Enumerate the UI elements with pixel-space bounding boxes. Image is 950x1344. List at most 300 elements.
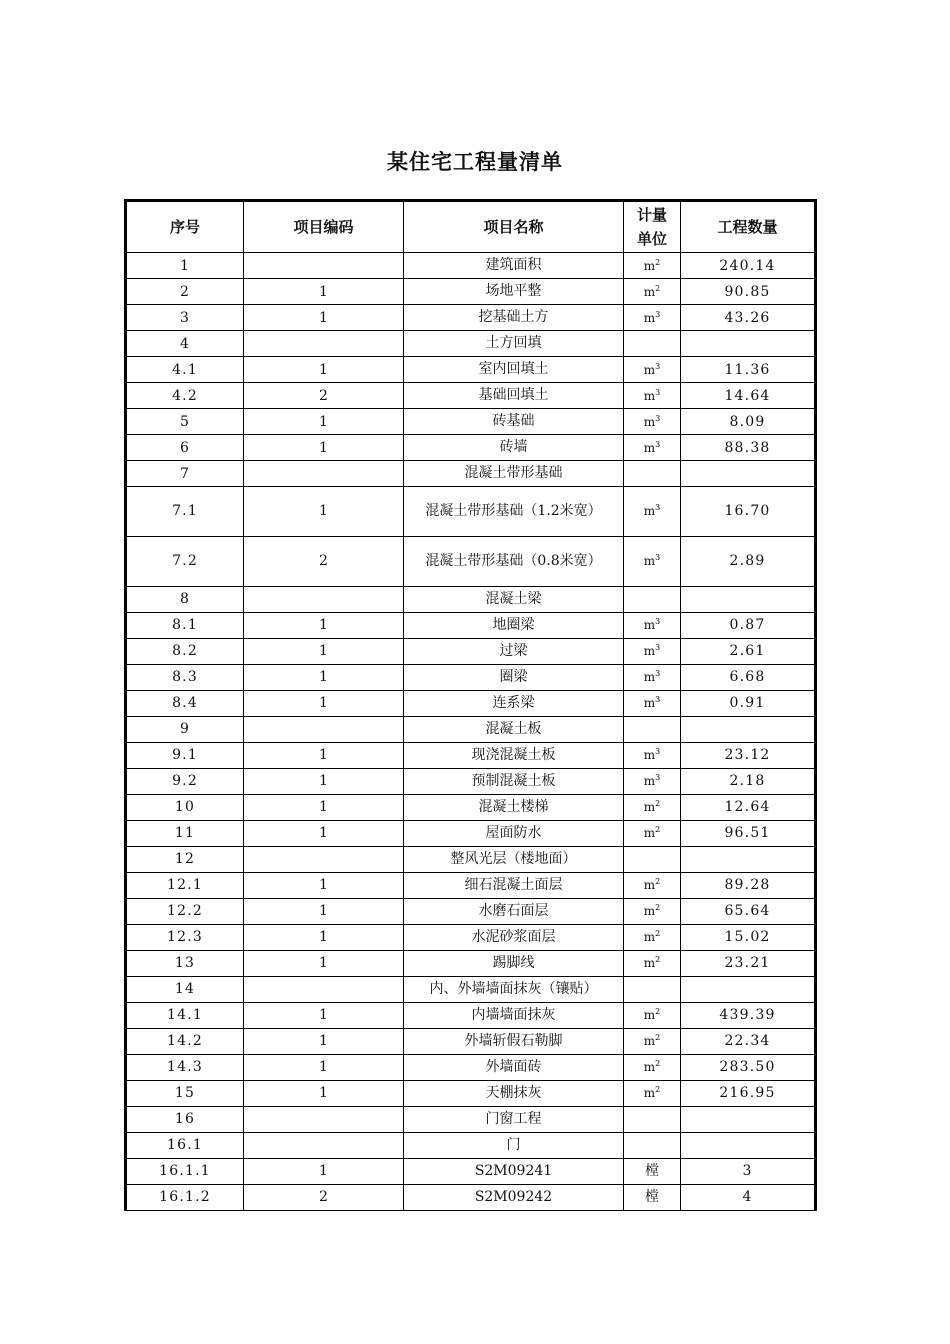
cell-unit xyxy=(624,898,681,924)
cell-name xyxy=(404,1106,624,1132)
cell-name xyxy=(404,1002,624,1028)
table-row xyxy=(126,305,816,331)
table-row xyxy=(126,461,816,487)
cell-qty: 12.64 xyxy=(681,794,816,820)
cell-unit-exponent: 2 xyxy=(655,825,661,835)
cell-name-text: 水磨石面层 xyxy=(478,902,549,919)
table-row xyxy=(126,331,816,357)
cell-name-text: 外墙斩假石勒脚 xyxy=(464,1032,563,1049)
cell-name-text: 门窗工程 xyxy=(485,1110,542,1127)
cell-name-text: 基础回填土 xyxy=(478,387,549,403)
table-row xyxy=(126,950,816,976)
cell-code: 1 xyxy=(244,768,404,794)
cell-name-text: 混凝土带形基础（1.2米宽） xyxy=(425,502,602,519)
cell-code: 1 xyxy=(244,690,404,716)
cell-unit xyxy=(624,279,681,305)
cell-name-text: 砖墙 xyxy=(499,439,528,455)
cell-code: 2 xyxy=(244,383,404,409)
cell-unit-text: m xyxy=(643,440,656,455)
cell-unit-text: m xyxy=(643,388,656,403)
cell-qty: 23.12 xyxy=(681,742,816,768)
cell-unit-exponent: 2 xyxy=(655,1007,661,1017)
cell-unit xyxy=(624,846,681,872)
cell-unit-text: m xyxy=(643,1008,656,1023)
cell-unit-exponent: 2 xyxy=(655,877,661,887)
cell-seq: 7.2 xyxy=(126,536,244,586)
cell-qty: 16.70 xyxy=(681,487,816,537)
cell-unit xyxy=(624,383,681,409)
cell-name xyxy=(404,846,624,872)
cell-unit-exponent: 3 xyxy=(655,643,661,653)
cell-unit xyxy=(624,357,681,383)
cell-name xyxy=(404,586,624,612)
header-unit-line2: 单位 xyxy=(636,230,667,248)
cell-seq: 5 xyxy=(126,409,244,435)
cell-name-text: 外墙面砖 xyxy=(485,1058,542,1075)
cell-unit xyxy=(624,1158,681,1184)
cell-code: 2 xyxy=(244,536,404,586)
cell-name-text: 过梁 xyxy=(499,642,528,659)
cell-unit xyxy=(624,950,681,976)
table-row xyxy=(126,1002,816,1028)
table-row xyxy=(126,976,816,1002)
cell-unit xyxy=(624,1054,681,1080)
cell-seq: 8.2 xyxy=(126,638,244,664)
cell-unit-text: m xyxy=(643,414,656,429)
cell-seq: 12.1 xyxy=(126,872,244,898)
cell-qty: 89.28 xyxy=(681,872,816,898)
cell-unit xyxy=(624,690,681,716)
cell-name xyxy=(404,976,624,1002)
cell-unit-text: 樘 xyxy=(645,1189,659,1206)
cell-seq: 3 xyxy=(126,305,244,331)
cell-name xyxy=(404,742,624,768)
cell-qty: 43.26 xyxy=(681,305,816,331)
table-row xyxy=(126,1106,816,1132)
cell-unit-text: m xyxy=(643,618,656,633)
cell-unit-exponent: 2 xyxy=(655,955,661,965)
cell-name xyxy=(404,638,624,664)
cell-name xyxy=(404,536,624,586)
cell-code xyxy=(244,253,404,279)
cell-unit-text: m xyxy=(643,1060,656,1075)
cell-code xyxy=(244,1132,404,1158)
cell-name xyxy=(404,357,624,383)
cell-code: 1 xyxy=(244,950,404,976)
cell-seq: 12.2 xyxy=(126,898,244,924)
cell-unit-text: m xyxy=(643,1086,656,1101)
cell-name-text: 门 xyxy=(506,1136,521,1153)
cell-unit-text: m xyxy=(643,774,656,789)
table-row xyxy=(126,409,816,435)
cell-unit-exponent: 3 xyxy=(655,309,661,319)
cell-name-text: 室内回填土 xyxy=(478,361,549,377)
cell-name xyxy=(404,612,624,638)
cell-seq: 9.2 xyxy=(126,768,244,794)
cell-name-text: 连系梁 xyxy=(492,694,535,711)
table-row xyxy=(126,872,816,898)
cell-unit-exponent: 2 xyxy=(655,929,661,939)
cell-seq: 16.1.2 xyxy=(126,1184,244,1210)
table-body xyxy=(126,253,816,1211)
cell-seq: 1 xyxy=(126,253,244,279)
table-row xyxy=(126,487,816,537)
cell-name-text: 现浇混凝土板 xyxy=(471,746,556,763)
cell-seq: 7.1 xyxy=(126,487,244,537)
cell-name-text: 混凝土带形基础（0.8米宽） xyxy=(425,552,602,569)
cell-unit xyxy=(624,1184,681,1210)
cell-unit-exponent: 3 xyxy=(655,773,661,783)
cell-unit-text: m xyxy=(643,258,656,273)
table-row xyxy=(126,820,816,846)
cell-unit-text: m xyxy=(643,930,656,945)
table-row xyxy=(126,357,816,383)
cell-qty: 240.14 xyxy=(681,253,816,279)
cell-code: 1 xyxy=(244,487,404,537)
table-row xyxy=(126,742,816,768)
cell-unit-exponent: 3 xyxy=(655,361,661,371)
cell-name xyxy=(404,872,624,898)
cell-code: 1 xyxy=(244,1054,404,1080)
cell-unit-exponent: 2 xyxy=(655,799,661,809)
cell-seq: 14.2 xyxy=(126,1028,244,1054)
cell-seq: 4 xyxy=(126,331,244,357)
cell-seq: 4.2 xyxy=(126,383,244,409)
cell-code xyxy=(244,461,404,487)
cell-unit-exponent: 2 xyxy=(655,1033,661,1043)
cell-seq: 8.1 xyxy=(126,612,244,638)
cell-qty: 22.34 xyxy=(681,1028,816,1054)
cell-unit xyxy=(624,461,681,487)
cell-seq: 11 xyxy=(126,820,244,846)
cell-seq: 15 xyxy=(126,1080,244,1106)
cell-qty xyxy=(681,1132,816,1158)
cell-unit xyxy=(624,586,681,612)
cell-code xyxy=(244,1106,404,1132)
cell-unit-text: m xyxy=(643,644,656,659)
cell-unit-text: m xyxy=(643,878,656,893)
cell-qty xyxy=(681,846,816,872)
cell-code: 1 xyxy=(244,1028,404,1054)
cell-name-text: 地圈梁 xyxy=(492,616,535,633)
cell-name xyxy=(404,716,624,742)
cell-name-text: 挖基础土方 xyxy=(478,309,549,325)
cell-qty xyxy=(681,976,816,1002)
cell-unit-exponent: 3 xyxy=(655,439,661,449)
cell-code: 1 xyxy=(244,794,404,820)
cell-seq: 14.1 xyxy=(126,1002,244,1028)
cell-unit-exponent: 3 xyxy=(655,669,661,679)
cell-code: 1 xyxy=(244,1002,404,1028)
cell-name xyxy=(404,768,624,794)
cell-unit xyxy=(624,976,681,1002)
table-row xyxy=(126,768,816,794)
cell-code: 1 xyxy=(244,305,404,331)
table-row xyxy=(126,898,816,924)
cell-name xyxy=(404,487,624,537)
table-row xyxy=(126,1158,816,1184)
cell-qty: 0.87 xyxy=(681,612,816,638)
cell-qty: 96.51 xyxy=(681,820,816,846)
cell-unit-text: m xyxy=(643,554,656,569)
cell-name-text: 踢脚线 xyxy=(492,954,535,971)
cell-qty: 2.18 xyxy=(681,768,816,794)
cell-unit-exponent: 2 xyxy=(655,1059,661,1069)
cell-qty: 2.89 xyxy=(681,536,816,586)
cell-unit xyxy=(624,768,681,794)
cell-code: 1 xyxy=(244,1080,404,1106)
cell-unit xyxy=(624,820,681,846)
cell-name xyxy=(404,924,624,950)
cell-name xyxy=(404,253,624,279)
cell-code: 1 xyxy=(244,409,404,435)
cell-name xyxy=(404,1184,624,1210)
cell-unit-exponent: 2 xyxy=(655,283,661,293)
cell-code xyxy=(244,331,404,357)
cell-name-text: 混凝土梁 xyxy=(485,590,542,607)
cell-unit-text: m xyxy=(643,284,656,299)
table-row xyxy=(126,279,816,305)
cell-code xyxy=(244,976,404,1002)
cell-seq: 8 xyxy=(126,586,244,612)
cell-qty: 216.95 xyxy=(681,1080,816,1106)
cell-name-text: 砖基础 xyxy=(492,413,535,429)
cell-unit xyxy=(624,1106,681,1132)
cell-seq: 8.3 xyxy=(126,664,244,690)
cell-code: 1 xyxy=(244,435,404,461)
header-qty: 工程数量 xyxy=(681,201,816,253)
cell-unit-exponent: 2 xyxy=(655,903,661,913)
cell-name xyxy=(404,461,624,487)
cell-unit-exponent: 2 xyxy=(655,1085,661,1095)
cell-qty: 6.68 xyxy=(681,664,816,690)
cell-name-text: 预制混凝土板 xyxy=(471,772,556,789)
cell-qty xyxy=(681,586,816,612)
cell-seq: 10 xyxy=(126,794,244,820)
cell-seq: 16 xyxy=(126,1106,244,1132)
cell-qty: 23.21 xyxy=(681,950,816,976)
cell-unit-exponent: 2 xyxy=(655,257,661,267)
cell-name xyxy=(404,664,624,690)
cell-name-text: 土方回填 xyxy=(485,335,542,351)
cell-code xyxy=(244,586,404,612)
cell-unit xyxy=(624,716,681,742)
cell-unit-text: 樘 xyxy=(645,1163,659,1180)
cell-name xyxy=(404,1028,624,1054)
cell-unit-text: m xyxy=(643,748,656,763)
cell-unit-text: m xyxy=(643,826,656,841)
table-row xyxy=(126,690,816,716)
cell-name xyxy=(404,1054,624,1080)
cell-qty: 65.64 xyxy=(681,898,816,924)
cell-unit xyxy=(624,536,681,586)
cell-unit-text: m xyxy=(643,670,656,685)
cell-seq: 14.3 xyxy=(126,1054,244,1080)
cell-code: 1 xyxy=(244,898,404,924)
cell-unit-text: m xyxy=(643,310,656,325)
cell-unit-exponent: 3 xyxy=(655,695,661,705)
cell-qty: 90.85 xyxy=(681,279,816,305)
cell-name-text: 圈梁 xyxy=(499,668,528,685)
cell-unit-exponent: 3 xyxy=(655,387,661,397)
cell-unit-exponent: 3 xyxy=(655,413,661,423)
cell-name xyxy=(404,898,624,924)
cell-qty: 283.50 xyxy=(681,1054,816,1080)
cell-unit xyxy=(624,1002,681,1028)
cell-name xyxy=(404,279,624,305)
page-title: 某住宅工程量清单 xyxy=(387,150,563,174)
cell-unit-exponent: 3 xyxy=(655,617,661,627)
table-row xyxy=(126,846,816,872)
table-row xyxy=(126,664,816,690)
cell-qty: 11.36 xyxy=(681,357,816,383)
cell-unit xyxy=(624,872,681,898)
table-row xyxy=(126,383,816,409)
cell-unit-text: m xyxy=(643,1034,656,1049)
cell-seq: 9 xyxy=(126,716,244,742)
table-row xyxy=(126,253,816,279)
cell-unit-exponent: 3 xyxy=(655,747,661,757)
cell-seq: 6 xyxy=(126,435,244,461)
cell-name xyxy=(404,331,624,357)
cell-name-text: 内、外墙墙面抹灰（镶贴） xyxy=(429,980,598,997)
cell-unit-text: m xyxy=(643,504,656,519)
cell-unit-text: m xyxy=(643,362,656,377)
cell-qty: 3 xyxy=(681,1158,816,1184)
cell-code xyxy=(244,716,404,742)
cell-seq: 14 xyxy=(126,976,244,1002)
cell-qty: 0.91 xyxy=(681,690,816,716)
cell-code: 1 xyxy=(244,742,404,768)
table-row xyxy=(126,1132,816,1158)
table-row xyxy=(126,1054,816,1080)
table-row xyxy=(126,924,816,950)
table-row xyxy=(126,1080,816,1106)
cell-name xyxy=(404,383,624,409)
cell-code: 1 xyxy=(244,279,404,305)
cell-name-text: 场地平整 xyxy=(485,283,542,299)
cell-seq: 16.1.1 xyxy=(126,1158,244,1184)
cell-unit xyxy=(624,409,681,435)
table-row xyxy=(126,1028,816,1054)
cell-code: 1 xyxy=(244,638,404,664)
cell-qty xyxy=(681,1106,816,1132)
cell-seq: 13 xyxy=(126,950,244,976)
cell-name-text: 混凝土带形基础 xyxy=(464,465,563,481)
cell-code: 1 xyxy=(244,357,404,383)
cell-name-text: 天棚抹灰 xyxy=(485,1084,542,1101)
cell-seq: 16.1 xyxy=(126,1132,244,1158)
cell-unit-text: m xyxy=(643,956,656,971)
table-row xyxy=(126,586,816,612)
table-row xyxy=(126,1184,816,1210)
cell-name xyxy=(404,435,624,461)
cell-unit-text: m xyxy=(643,904,656,919)
cell-qty: 4 xyxy=(681,1184,816,1210)
cell-name-text: S2M09241 xyxy=(474,1162,553,1179)
cell-name xyxy=(404,794,624,820)
cell-unit xyxy=(624,1132,681,1158)
cell-seq: 12 xyxy=(126,846,244,872)
table-row xyxy=(126,612,816,638)
cell-name-text: 建筑面积 xyxy=(485,257,542,273)
cell-name-text: 屋面防水 xyxy=(485,824,542,841)
cell-unit-exponent: 3 xyxy=(655,553,661,563)
cell-qty: 439.39 xyxy=(681,1002,816,1028)
cell-unit xyxy=(624,664,681,690)
cell-name xyxy=(404,305,624,331)
header-unit-line1: 计量 xyxy=(636,206,667,224)
header-unit xyxy=(624,201,681,253)
cell-name xyxy=(404,409,624,435)
cell-unit xyxy=(624,1080,681,1106)
cell-unit xyxy=(624,435,681,461)
cell-unit xyxy=(624,794,681,820)
bill-of-quantities-table xyxy=(124,199,817,1211)
cell-qty: 14.64 xyxy=(681,383,816,409)
cell-qty: 2.61 xyxy=(681,638,816,664)
header-row xyxy=(126,201,816,253)
cell-seq: 2 xyxy=(126,279,244,305)
header-name: 项目名称 xyxy=(404,201,624,253)
cell-name-text: 整风光层（楼地面） xyxy=(450,850,577,867)
cell-unit xyxy=(624,331,681,357)
cell-qty xyxy=(681,716,816,742)
cell-name-text: 混凝土板 xyxy=(485,720,542,737)
cell-name xyxy=(404,820,624,846)
cell-unit-exponent: 3 xyxy=(655,503,661,513)
cell-unit xyxy=(624,612,681,638)
cell-qty: 88.38 xyxy=(681,435,816,461)
table-row xyxy=(126,536,816,586)
cell-name-text: 内墙墙面抹灰 xyxy=(471,1006,556,1023)
cell-name-text: 细石混凝土面层 xyxy=(464,876,563,893)
cell-name-text: 水泥砂浆面层 xyxy=(471,928,556,945)
header-seq: 序号 xyxy=(126,201,244,253)
table-row xyxy=(126,716,816,742)
cell-seq: 9.1 xyxy=(126,742,244,768)
cell-code: 1 xyxy=(244,1158,404,1184)
cell-code xyxy=(244,846,404,872)
cell-unit xyxy=(624,638,681,664)
cell-unit xyxy=(624,305,681,331)
cell-code: 2 xyxy=(244,1184,404,1210)
cell-seq: 7 xyxy=(126,461,244,487)
cell-seq: 12.3 xyxy=(126,924,244,950)
table-row xyxy=(126,794,816,820)
cell-seq: 8.4 xyxy=(126,690,244,716)
cell-unit-text: m xyxy=(643,800,656,815)
cell-unit xyxy=(624,1028,681,1054)
cell-qty xyxy=(681,461,816,487)
cell-name-text: 混凝土楼梯 xyxy=(478,798,549,815)
cell-qty xyxy=(681,331,816,357)
cell-unit xyxy=(624,487,681,537)
header-code: 项目编码 xyxy=(244,201,404,253)
cell-code: 1 xyxy=(244,820,404,846)
table-row xyxy=(126,435,816,461)
cell-unit-text: m xyxy=(643,696,656,711)
cell-code: 1 xyxy=(244,612,404,638)
cell-name xyxy=(404,690,624,716)
cell-code: 1 xyxy=(244,664,404,690)
cell-unit xyxy=(624,924,681,950)
cell-name xyxy=(404,1132,624,1158)
cell-code: 1 xyxy=(244,924,404,950)
cell-unit xyxy=(624,253,681,279)
cell-name xyxy=(404,1158,624,1184)
cell-name xyxy=(404,950,624,976)
